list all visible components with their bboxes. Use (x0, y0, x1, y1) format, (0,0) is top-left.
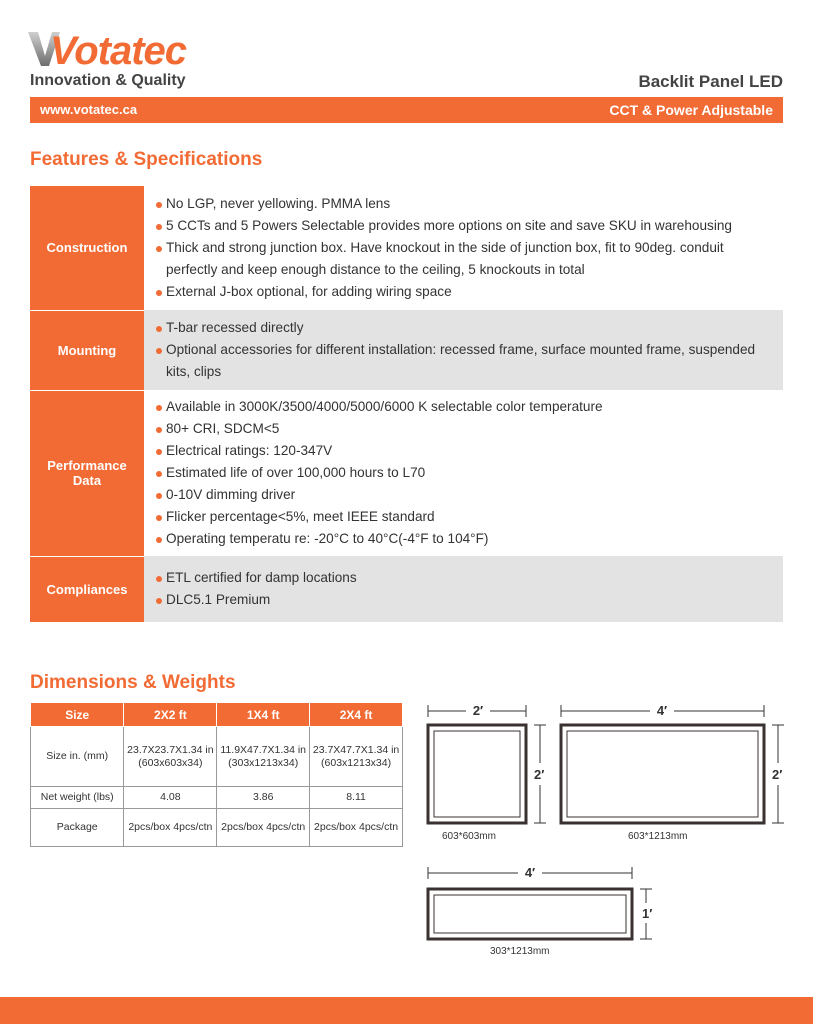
table-cell: 2pcs/box 4pcs/ctn (124, 809, 217, 847)
header-bar (30, 97, 783, 123)
row-label: Net weight (lbs) (31, 787, 124, 809)
spec-item: Electrical ratings: 120-347V (156, 440, 771, 462)
table-row (31, 809, 403, 847)
spec-item: Estimated life of over 100,000 hours to L70 (156, 462, 771, 484)
table-cell: 2pcs/box 4pcs/ctn (310, 809, 403, 847)
spec-item: 0-10V dimming driver (156, 484, 771, 506)
table-cell: 2pcs/box 4pcs/ctn (217, 809, 310, 847)
caption-2x4: 603*1213mm (628, 831, 688, 842)
spec-item: T-bar recessed directly (156, 317, 771, 339)
spec-item: Operating temperatu re: -20°C to 40°C(-4°F to 104°F) (156, 528, 771, 550)
votatec-logo (28, 26, 208, 68)
caption-2x2: 603*603mm (442, 831, 496, 842)
height-label-2x4: 2′ (772, 767, 783, 782)
spec-content (144, 556, 783, 622)
spec-item: External J-box optional, for adding wiring space (156, 281, 771, 303)
column-header: 1X4 ft (217, 703, 310, 727)
table-cell: 8.11 (310, 787, 403, 809)
spec-item: Thick and strong junction box. Have knockout in the side of junction box, fit to 90deg. conduit perfectly and keep enough distance to the ceiling, 5 knockouts in total (156, 237, 771, 281)
spec-item: Optional accessories for different installation: recessed frame, surface mounted frame, suspended kits, clips (156, 339, 771, 383)
width-label-1x4: 4′ (524, 865, 536, 880)
spec-item: No LGP, never yellowing. PMMA lens (156, 193, 771, 215)
diagram-2x2 (428, 705, 546, 823)
table-cell: 23.7X23.7X1.34 in (603x603x34) (124, 727, 217, 787)
spec-label: Performance Data (30, 390, 144, 556)
spec-item: DLC5.1 Premium (156, 589, 771, 611)
features-heading: Features & Specifications (30, 149, 263, 170)
spec-item: 5 CCTs and 5 Powers Selectable provides more options on site and save SKU in warehousing (156, 215, 771, 237)
spec-item: ETL certified for damp locations (156, 567, 771, 589)
height-label-1x4: 1′ (642, 906, 653, 921)
width-label-2x4: 4′ (656, 703, 668, 718)
spec-content (144, 186, 783, 310)
spec-row-construction (30, 186, 783, 310)
caption-1x4: 303*1213mm (490, 946, 550, 957)
diagram-2x4 (561, 705, 784, 823)
row-label: Size in. (mm) (31, 727, 124, 787)
column-header: 2X4 ft (310, 703, 403, 727)
table-cell: 3.86 (217, 787, 310, 809)
dimensions-header-row (31, 703, 403, 727)
table-row (31, 787, 403, 809)
spec-item: 80+ CRI, SDCM<5 (156, 418, 771, 440)
spec-label: Compliances (30, 556, 144, 622)
table-cell: 11.9X47.7X1.34 in (303x1213x34) (217, 727, 310, 787)
website-url[interactable]: www.votatec.ca (40, 102, 138, 117)
column-header: Size (31, 703, 124, 727)
spec-item: Available in 3000K/3500/4000/5000/6000 K selectable color temperature (156, 396, 771, 418)
table-cell: 23.7X47.7X1.34 in (603x1213x34) (310, 727, 403, 787)
features-table (30, 186, 783, 623)
product-subtitle: CCT & Power Adjustable (609, 102, 773, 118)
width-label-2x2: 2′ (472, 703, 484, 718)
spec-row-performance (30, 390, 783, 556)
row-label: Package (31, 809, 124, 847)
spec-label: Construction (30, 186, 144, 310)
brand-wordmark: Votatec (50, 29, 187, 68)
tagline: Innovation & Quality (30, 72, 186, 89)
spec-label: Mounting (30, 310, 144, 390)
footer-bar (0, 997, 813, 1024)
diagram-1x4 (428, 867, 652, 939)
spec-item: Flicker percentage<5%, meet IEEE standard (156, 506, 771, 528)
height-label-2x2: 2′ (534, 767, 545, 782)
spec-row-mounting (30, 310, 783, 390)
panel-dimension-diagrams (420, 695, 795, 960)
table-row (31, 727, 403, 787)
dimensions-heading: Dimensions & Weights (30, 672, 236, 693)
spec-content (144, 310, 783, 390)
table-cell: 4.08 (124, 787, 217, 809)
spec-content (144, 390, 783, 556)
product-title: Backlit Panel LED (638, 72, 783, 91)
dimensions-table (30, 702, 403, 847)
column-header: 2X2 ft (124, 703, 217, 727)
spec-row-compliances (30, 556, 783, 622)
